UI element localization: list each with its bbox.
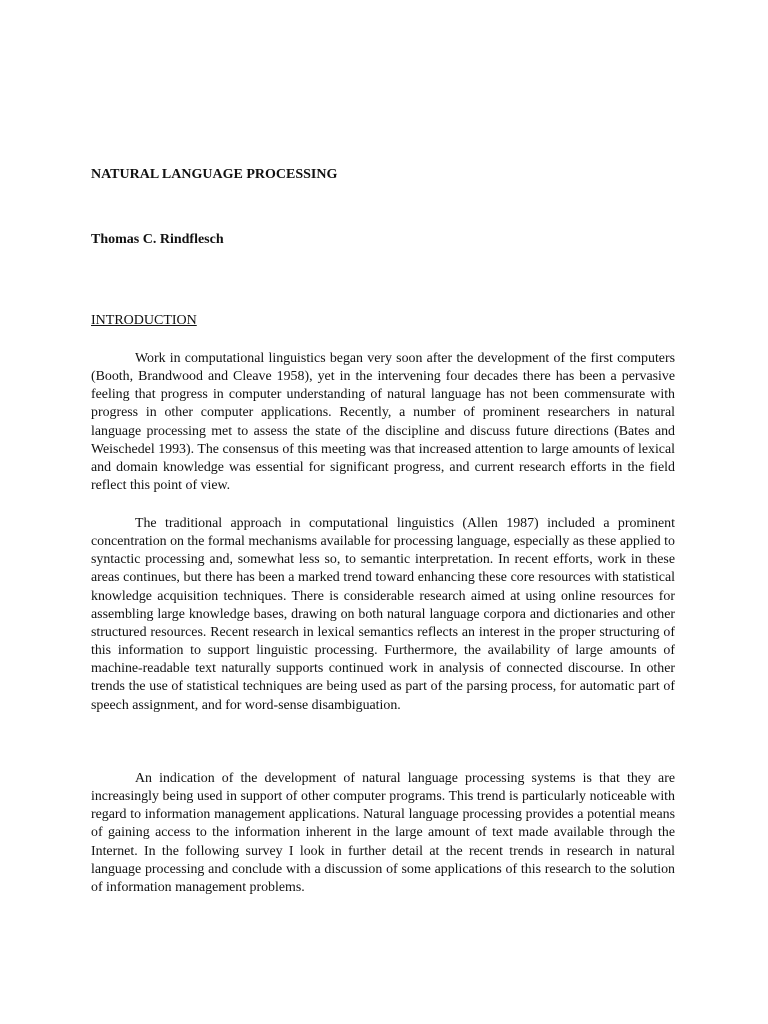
paragraph-2: The traditional approach in computational linguistics (Allen 1987) included a prominent concentration on the formal mechanisms available for processing language, especially as these applied to syntactic processing and, somewhat less so, to semantic interpretation. In recent efforts, work in these areas continues, but there has been a marked trend toward enhancing these core resources with statistical knowledge acquisition techniques. There is considerable research aimed at using online resources for assembling large knowledge bases, drawing on both natural language corpora and dictionaries and other structured resources. Recent research in lexical semantics reflects an interest in the proper structuring of this information to support linguistic processing. Furthermore, the availability of large amounts of machine-readable text naturally supports continued work in analysis of connected discourse. In other trends the use of statistical techniques are being used as part of the parsing process, for automatic part of speech assignment, and for word-sense disambiguation.: [91, 516, 675, 713]
document-author: Thomas C. Rindflesch: [91, 232, 224, 247]
document-title: NATURAL LANGUAGE PROCESSING: [91, 167, 338, 182]
section-heading-introduction: INTRODUCTION: [91, 313, 197, 328]
paragraph-3: An indication of the development of natural language processing systems is that they are increasingly being used in support of other computer programs. This trend is particularly noticeable with regard to information management applications. Natural language processing provides a potential means of gaining access to the information inherent in the large amount of text made available through the Internet. In the following survey I look in further detail at the recent trends in research in natural language processing and conclude with a discussion of some applications of this research to the solution of information management problems.: [91, 771, 675, 895]
paragraph-1: Work in computational linguistics began very soon after the development of the first computers (Booth, Brandwood and Cleave 1958), yet in the intervening four decades there has been a pervasive feeling that progress in computer understanding of natural language has not been commensurate with progress in other computer applications. Recently, a number of prominent researchers in natural language processing met to assess the state of the discipline and discuss future directions (Bates and Weischedel 1993). The consensus of this meeting was that increased attention to large amounts of lexical and domain knowledge was essential for significant progress, and current research efforts in the field reflect this point of view.: [91, 351, 675, 494]
